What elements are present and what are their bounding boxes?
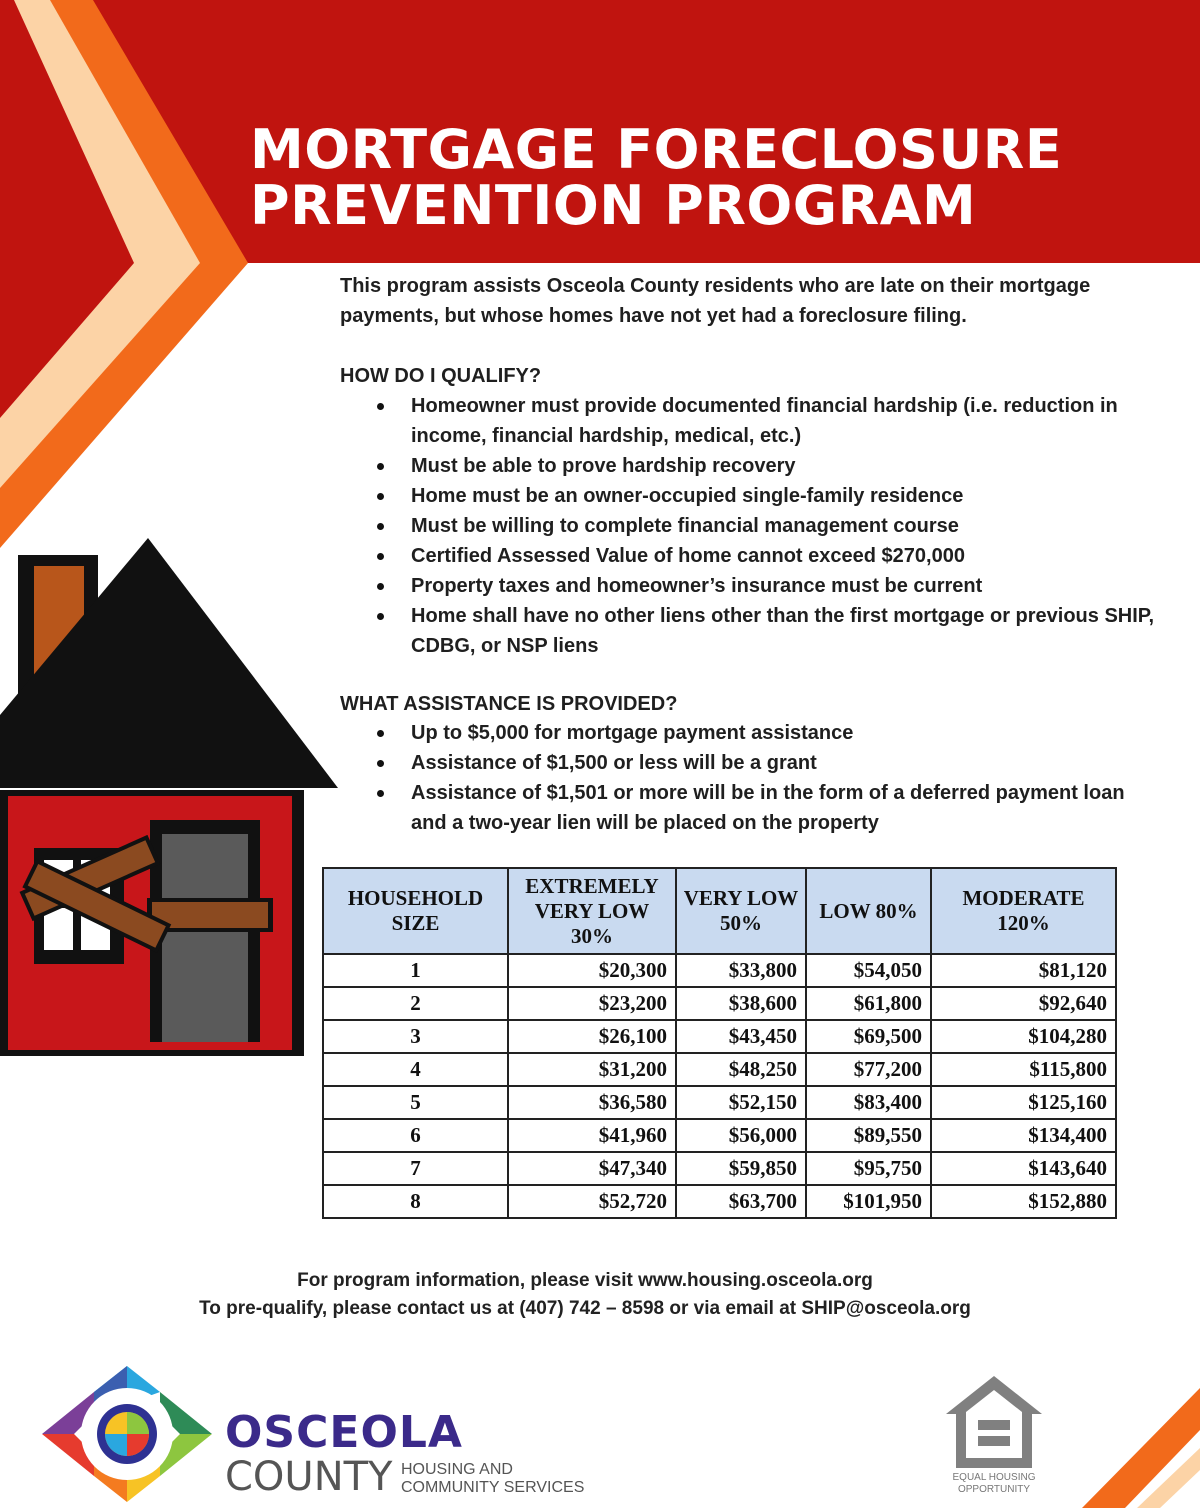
list-item: Property taxes and homeowner’s insurance must be current	[340, 571, 1160, 601]
table-body	[323, 954, 1116, 1218]
income-limits-table	[322, 867, 1117, 1219]
logo-subtitle: HOUSING AND COMMUNITY SERVICES	[400, 1461, 585, 1496]
income-limit-cell: $104,280	[931, 1020, 1116, 1053]
income-limit-cell: $63,700	[676, 1185, 806, 1218]
household-size-cell: 4	[323, 1053, 508, 1086]
bullet-icon	[377, 730, 384, 737]
table-row	[323, 1086, 1116, 1119]
contact-line-prequalify: To pre-qualify, please contact us at (407) 742 – 8598 or via email at SHIP@osceola.org	[199, 1298, 971, 1319]
income-limit-cell: $61,800	[806, 987, 931, 1020]
income-limit-cell: $20,300	[508, 954, 676, 987]
income-limit-cell: $152,880	[931, 1185, 1116, 1218]
income-limit-cell: $92,640	[931, 987, 1116, 1020]
column-header: HOUSEHOLD SIZE	[323, 868, 508, 954]
income-limit-cell: $54,050	[806, 954, 931, 987]
income-limit-cell: $43,450	[676, 1020, 806, 1053]
income-limit-cell: $59,850	[676, 1152, 806, 1185]
list-item: Must be willing to complete financial management course	[340, 511, 1160, 541]
corner-orange-stripe	[1082, 1388, 1200, 1508]
bullet-icon	[377, 463, 384, 470]
income-limit-cell: $52,720	[508, 1185, 676, 1218]
column-header: VERY LOW 50%	[676, 868, 806, 954]
list-item: Homeowner must provide documented financial hardship (i.e. reduction in income, financial hardship, medical, etc.)	[340, 391, 1160, 451]
osceola-county-logo-text	[225, 1407, 585, 1500]
income-limit-cell: $125,160	[931, 1086, 1116, 1119]
bullet-icon	[377, 760, 384, 767]
column-header: MODERATE 120%	[931, 868, 1116, 954]
list-item: Assistance of $1,500 or less will be a grant	[340, 748, 1160, 778]
bullet-icon	[377, 583, 384, 590]
table-row	[323, 1185, 1116, 1218]
table-row	[323, 1020, 1116, 1053]
table-row	[323, 1119, 1116, 1152]
bullet-icon	[377, 553, 384, 560]
equal-housing-badge	[944, 1374, 1044, 1496]
table-row	[323, 954, 1116, 987]
table-header-row	[323, 868, 1116, 954]
income-limit-cell: $143,640	[931, 1152, 1116, 1185]
income-limit-cell: $23,200	[508, 987, 676, 1020]
income-limit-cell: $101,950	[806, 1185, 931, 1218]
table-row	[323, 987, 1116, 1020]
income-limit-cell: $115,800	[931, 1053, 1116, 1086]
qualify-list	[340, 391, 1160, 661]
income-limit-cell: $48,250	[676, 1053, 806, 1086]
column-header: LOW 80%	[806, 868, 931, 954]
income-limit-cell: $31,200	[508, 1053, 676, 1086]
title-line-1: MORTGAGE FORECLOSURE	[250, 118, 1063, 181]
column-header: EXTREMELY VERY LOW 30%	[508, 868, 676, 954]
household-size-cell: 1	[323, 954, 508, 987]
table-row	[323, 1053, 1116, 1086]
list-item: Certified Assessed Value of home cannot exceed $270,000	[340, 541, 1160, 571]
income-limit-cell: $81,120	[931, 954, 1116, 987]
income-limit-cell: $47,340	[508, 1152, 676, 1185]
income-limit-cell: $77,200	[806, 1053, 931, 1086]
income-limit-cell: $95,750	[806, 1152, 931, 1185]
household-size-cell: 5	[323, 1086, 508, 1119]
qualify-heading: HOW DO I QUALIFY?	[340, 365, 542, 387]
income-limit-cell: $36,580	[508, 1086, 676, 1119]
bullet-icon	[377, 790, 384, 797]
list-item: Assistance of $1,501 or more will be in the form of a deferred payment loan and a two-year lien will be placed on the property	[340, 778, 1160, 838]
logo-name-line-2: COUNTY	[225, 1454, 393, 1500]
household-size-cell: 8	[323, 1185, 508, 1218]
title-line-2: PREVENTION PROGRAM	[250, 174, 977, 237]
list-item: Up to $5,000 for mortgage payment assistance	[340, 718, 1160, 748]
income-limit-cell: $41,960	[508, 1119, 676, 1152]
income-limit-cell: $134,400	[931, 1119, 1116, 1152]
equal-housing-text: EQUAL HOUSING OPPORTUNITY	[952, 1472, 1036, 1495]
income-limit-cell: $38,600	[676, 987, 806, 1020]
income-limit-cell: $69,500	[806, 1020, 931, 1053]
assistance-list	[340, 718, 1160, 838]
income-limit-cell: $89,550	[806, 1119, 931, 1152]
osceola-logo-icon	[40, 1364, 215, 1504]
bullet-icon	[377, 613, 384, 620]
bullet-icon	[377, 523, 384, 530]
bullet-icon	[377, 403, 384, 410]
income-limit-cell: $56,000	[676, 1119, 806, 1152]
assistance-heading: WHAT ASSISTANCE IS PROVIDED?	[340, 693, 678, 715]
intro-paragraph: This program assists Osceola County residents who are late on their mortgage payments, but whose homes have not yet had a foreclosure filing.	[340, 275, 1091, 327]
bullet-icon	[377, 493, 384, 500]
table-row	[323, 1152, 1116, 1185]
income-limit-cell: $26,100	[508, 1020, 676, 1053]
logo-name-line-1: OSCEOLA	[225, 1407, 463, 1458]
page-title	[250, 118, 1063, 237]
boarded-house-icon	[0, 538, 338, 1056]
household-size-cell: 7	[323, 1152, 508, 1185]
list-item: Home shall have no other liens other than the first mortgage or previous SHIP, CDBG, or NSP liens	[340, 601, 1160, 661]
household-size-cell: 6	[323, 1119, 508, 1152]
contact-line-info: For program information, please visit www.housing.osceola.org	[297, 1270, 873, 1291]
household-size-cell: 3	[323, 1020, 508, 1053]
list-item: Must be able to prove hardship recovery	[340, 451, 1160, 481]
income-limit-cell: $52,150	[676, 1086, 806, 1119]
equal-housing-icon	[944, 1374, 1044, 1470]
household-size-cell: 2	[323, 987, 508, 1020]
list-item: Home must be an owner-occupied single-family residence	[340, 481, 1160, 511]
income-limit-cell: $33,800	[676, 954, 806, 987]
income-limit-cell: $83,400	[806, 1086, 931, 1119]
